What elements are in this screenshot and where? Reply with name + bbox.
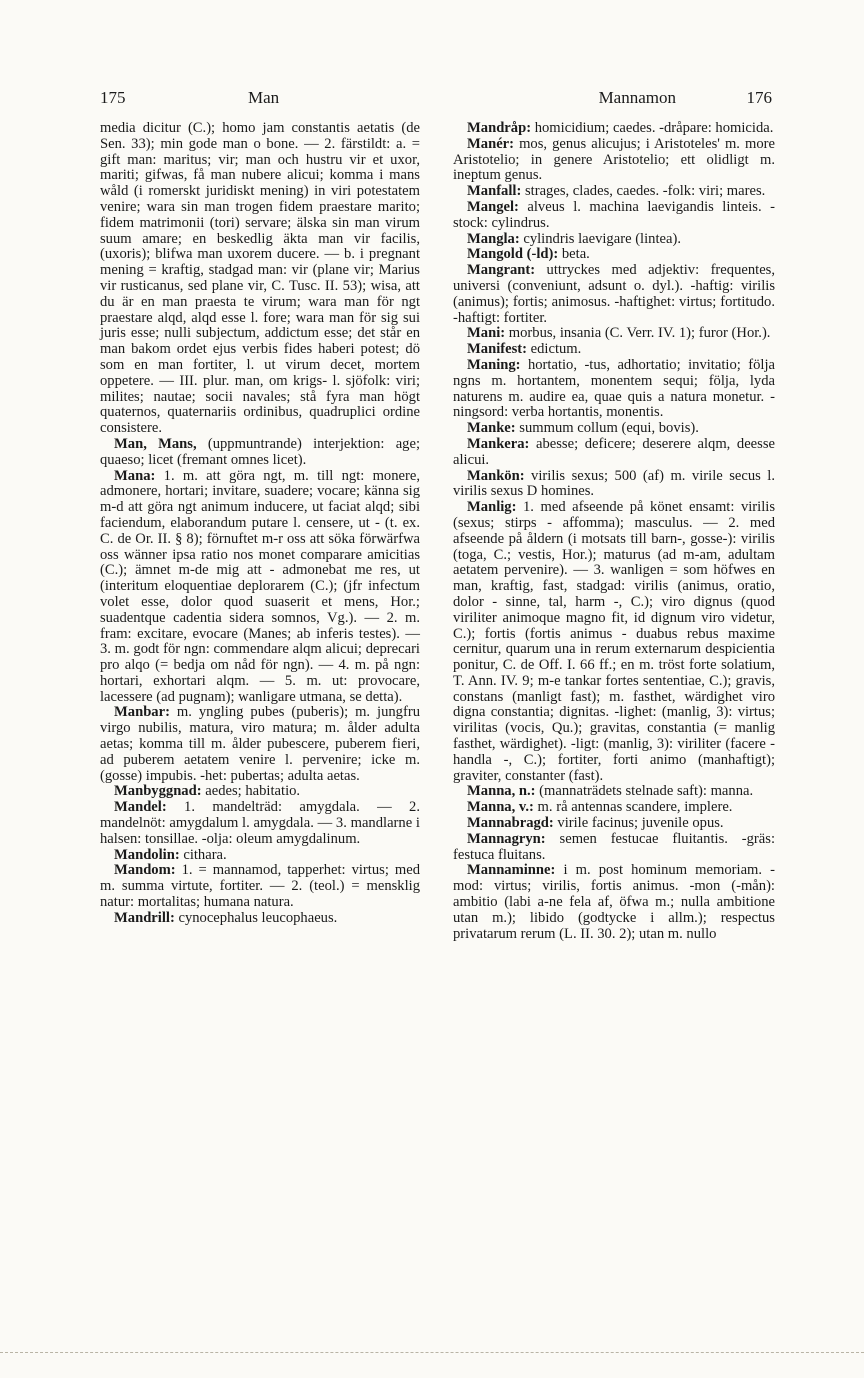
definition-text: cylindris laevigare (lintea). <box>519 230 681 247</box>
headword: Mangrant: <box>467 262 536 279</box>
headword: Mani: <box>467 325 506 342</box>
definition-text: virile facinus; juvenile opus. <box>553 815 724 832</box>
dictionary-entry <box>100 848 420 864</box>
page-header <box>100 88 772 112</box>
definition-text: aedes; habitatio. <box>201 783 301 800</box>
definition-text: 1. mandelträd: amygdala. — 2. mandelnöt: amygdalum l. amygdala. — 3. mandlarne i halsen: tonsillae. -olja: oleum amygdalinum. <box>100 799 420 847</box>
dictionary-entry <box>453 500 775 784</box>
page-edge <box>0 1352 864 1359</box>
headword: Manbyggnad: <box>114 783 202 800</box>
definition-text: media dicitur (C.); homo jam constantis aetatis (de Sen. 33); min gode man o bone. — 2. färstildt: a. = gift man: maritus; vir; man och hustru vir et uxor, mariti; gifwas, få man nubere alicui; komma i mans wåld (i romerskt juridiskt mening) in viri potestatem venire; wara sin man trogen fidem praestare marito; fidem matrimonii (tori) servare; älska sin man virum suum amare; en beskedlig äkta man vir facilis, (uxoris); blifwa man uxorem ducere. — b. i pregnant mening = kraftig, stadgad man: vir (plane vir; Marius vir rusticanus, sed plane vir, C. Tusc. II. 53); wisa, att du är en man praesta te virum; wara man för ngt praestare alqd, alqd esse l. fore; wara man för sig sui juris esse; nulli subjectum, addictum esse; det står en man bakom ordet ejus verbis fides haberi potest; dö som en man fortiter, l. ut virum decet, mortem oppetere. — III. plur. man, om krigs- l. sjöfolk: viri; milites; nautae; socii navales; stå fyra man högt quaternos, quaternariis ordinibus, quadruplici ordine consistere. <box>100 120 420 437</box>
headword: Mandom: <box>114 862 176 879</box>
definition-text: summum collum (equi, bovis). <box>515 420 699 437</box>
dictionary-entry <box>100 800 420 847</box>
definition-text: m. rå antennas scandere, implere. <box>533 799 733 816</box>
headword: Mana: <box>114 467 156 484</box>
headword: Manna, n.: <box>467 783 536 800</box>
dictionary-entry <box>453 421 775 437</box>
headword: Mankera: <box>467 435 530 452</box>
dictionary-entry <box>453 784 775 800</box>
headword: Mandolin: <box>114 846 180 863</box>
definition-text: abesse; deficere; deserere alqm, deesse alicui. <box>453 435 775 468</box>
dictionary-entry <box>100 705 420 784</box>
headword: Manbar: <box>114 704 170 721</box>
dictionary-entry <box>100 784 420 800</box>
definition-text: strages, clades, caedes. -folk: viri; mares. <box>521 183 766 200</box>
definition-text: cynocephalus leucophaeus. <box>174 909 338 926</box>
headword: Manfall: <box>467 183 522 200</box>
left-column <box>100 121 420 927</box>
dictionary-entry <box>453 263 775 326</box>
definition-text: semen festucae fluitantis. -gräs: festuca fluitans. <box>453 830 775 863</box>
headword: Mangold (-ld): <box>467 246 559 263</box>
definition-text: virilis sexus; 500 (af) m. virile secus l. virilis sexus D homines. <box>453 467 775 500</box>
headword: Mangel: <box>467 198 519 215</box>
headword: Manna, v.: <box>467 799 534 816</box>
headword: Mannabragd: <box>467 815 554 832</box>
dictionary-entry <box>453 469 775 501</box>
headword: Mangla: <box>467 230 520 247</box>
page-number-left: 175 <box>100 88 126 107</box>
definition-text: hortatio, -tus, adhortatio; invitatio; följa ngns m. hortantem, monentem sequi; följa, lyda naturens m. audire ea, quae quis a natura monetur. -ningsord: verba hortantis, monentis. <box>453 356 775 421</box>
dictionary-entry <box>100 437 420 469</box>
headword: Man, Mans, <box>114 435 197 452</box>
definition-text: cithara. <box>179 846 227 863</box>
headword: Mankön: <box>467 467 525 484</box>
dictionary-entry <box>453 816 775 832</box>
definition-text: 1. = mannamod, tapperhet: virtus; med m. summa virtute, fortiter. — 2. (teol.) = mensklig natur: mortalitas; humana natura. <box>100 862 420 911</box>
dictionary-entry <box>100 911 420 927</box>
dictionary-entry <box>453 121 775 137</box>
definition-text: beta. <box>558 246 590 263</box>
dictionary-entry <box>453 342 775 358</box>
definition-text: mos, genus alicujus; i Aristoteles' m. more Aristotelio; in genere Aristotelio; ett olidligt m. ineptum genus. <box>453 135 775 184</box>
page-number-right: 176 <box>746 88 772 107</box>
headword: Manke: <box>467 420 516 437</box>
definition-text: (uppmuntrande) interjektion: age; quaeso; licet (fremant omnes licet). <box>100 435 421 468</box>
dictionary-entry <box>453 184 775 200</box>
definition-text: 1. m. att göra ngt, m. till ngt: monere, admonere, hortari; invitare, suadere; vocare; känna sig m-d att göra ngt animum inducere, ut faciat alqd; sibi faciendum, elaborandum putare l. censere, ut - (t. ex. C. de Or. II. § 8); förnuftet m-r oss att söka förwärfwa oss wänner ipsa ratio nos monet comparare amicitias (C.); ämnet m-de mig att - admonebat me res, ut (interitum eloquentiae deplorarem (C.); (jfr infectum volet esse, dolor quod suaserit et mens, Hor.; suadentque cadentia sidera somnos, Vg.). — 2. m. fram: excitare, evocare (Manes; ab inferis testes). — 3. m. godt för ngn: commendare alqm alicui; deprecari pro alqo (= bedja om nåd för ngn). — 4. m. på ngn: hortari, exhortari alqm. — 5. m. ut: provocare, lacessere (ad pugnam); wanligare utmana, se detta). <box>100 467 420 705</box>
headword: Mandel: <box>114 799 167 816</box>
dictionary-entry <box>453 863 775 942</box>
dictionary-entry <box>453 232 775 248</box>
dictionary-entry <box>100 863 420 910</box>
headword: Manér: <box>467 135 515 152</box>
definition-text: alveus l. machina laevigandis linteis. -stock: cylindrus. <box>453 198 775 231</box>
headword: Maning: <box>467 356 521 373</box>
definition-text: homicidium; caedes. -dråpare: homicida. <box>531 120 774 136</box>
headword: Mannagryn: <box>467 830 546 847</box>
definition-text: (mannaträdets stelnade saft): manna. <box>535 783 754 800</box>
dictionary-entry <box>100 469 420 706</box>
definition-text: edictum. <box>526 341 582 358</box>
right-column <box>453 121 775 942</box>
headword: Mandrill: <box>114 909 175 926</box>
headword: Mandråp: <box>467 120 532 136</box>
definition-text: uttryckes med adjektiv: frequentes, universi (conveniunt, adsunt o. dyl.). -haftig: virilis (animus); fortis; animosus. -haftighet: virtus; fortitudo. -haftigt: fortiter. <box>453 262 775 326</box>
definition-text: morbus, insania (C. Verr. IV. 1); furor (Hor.). <box>505 325 771 342</box>
definition-text: 1. med afseende på könet ensamt: virilis (sexus; stirps - affomma); masculus. — 2. med afseende på åldern (i motsats till barn-, gosse-): virilis (toga, C.; vestis, Hor.); maturus (ad m-am, adultam aetatem pervenire). — 3. wanligen = som höfwes en man, kraftig, fast, stadgad: virilis (animus, oratio, dolor - sinne, tal, harm -, C.); viro dignus (quod viriliter animoque magno fit, id dignum viro videtur, C.); fortis (fortis animus - duabus rebus maxime cernitur, quarum una in rerum externarum despicientia ponitur, C. de Off. I. 66 ff.; en m. tröst forte solatium, T. Ann. IV. 9; m-e tankar fortes sententiae, C.); gravis, constans (manligt fast); m. fasthet, wärdighet viro digna constantia; dignitas. -lighet: (manlig, 3): virtus; virilitas (vocis, Qu.); gravitas, constantia (= manlig fasthet, wärdighet). -ligt: (manlig, 3): viriliter (facere - handla -, C.); fortiter, forti animo (manhaftigt); graviter, constanter (fast). <box>453 499 775 784</box>
dictionary-entry <box>453 200 775 232</box>
dictionary-entry <box>453 247 775 263</box>
headword: Mannaminne: <box>467 862 556 879</box>
dictionary-entry <box>453 326 775 342</box>
dictionary-entry <box>453 437 775 469</box>
headword: Manlig: <box>467 499 517 516</box>
dictionary-entry <box>453 358 775 421</box>
headword: Manifest: <box>467 341 527 358</box>
definition-text: m. yngling pubes (puberis); m. jungfru virgo nubilis, matura, viro matura; m. ålder adulta aetas; komma till m. ålder pubescere, puberem fieri, ad puberem aetatem venire l. pervenire; icke m. (gosse) impubis. -het: pubertas; adulta aetas. <box>100 704 420 784</box>
dictionary-entry <box>453 137 775 184</box>
dictionary-entry <box>453 800 775 816</box>
guide-word-left: Man <box>248 88 280 107</box>
definition-text: i m. post hominum memoriam. -mod: virtus; virilis, fortis animus. -mon (-mån): ambitio (labi a-ne fela af, öfwa m.; nulla ambitione utan m.); libido (godtycke i allm.); respectus privatarum rerum (L. II. 30. 2); utan m. nullo <box>453 862 775 942</box>
dictionary-entry <box>100 121 420 437</box>
dictionary-entry <box>453 832 775 864</box>
guide-word-right: Mannamon <box>598 88 676 107</box>
